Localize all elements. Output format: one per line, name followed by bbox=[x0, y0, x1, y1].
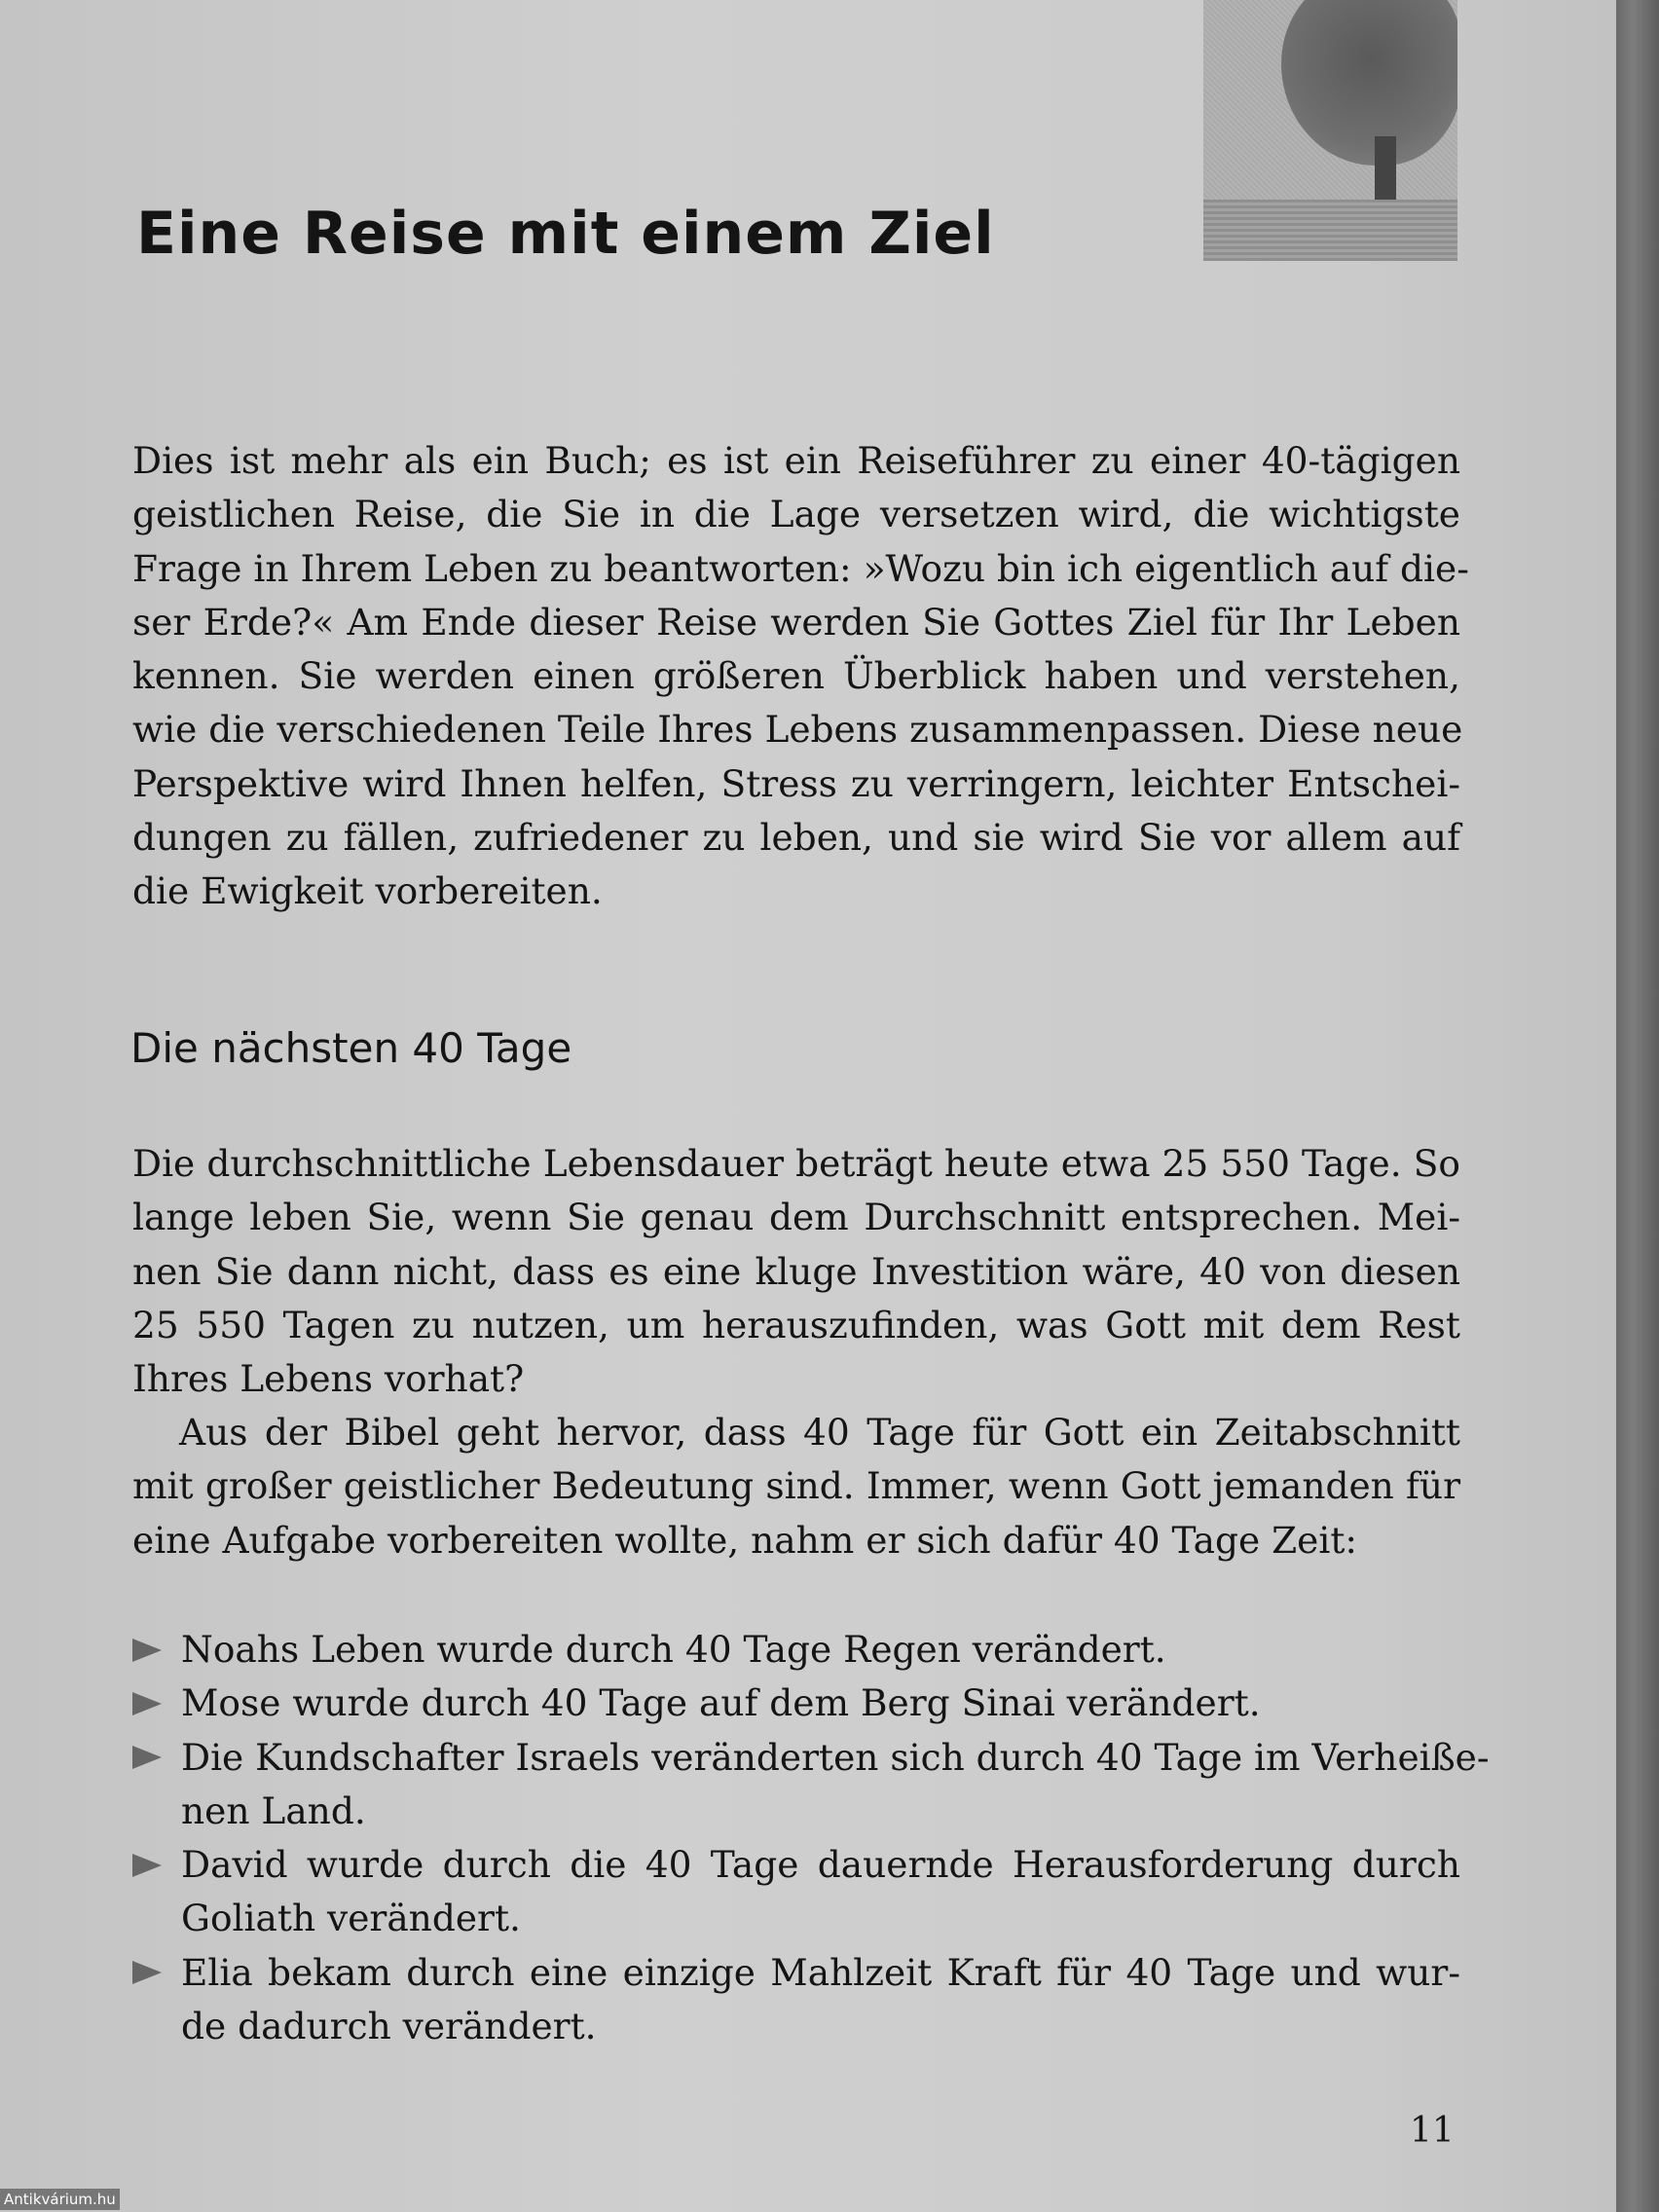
section-heading: Die nächsten 40 Tage bbox=[130, 1024, 572, 1072]
text-line: dungen zu fällen, zufriedener zu leben, und sie wird Sie vor allem auf bbox=[132, 816, 1460, 860]
page-number: 11 bbox=[1410, 2111, 1455, 2151]
text-line: wie die verschiedenen Teile Ihres Lebens zusammenpassen. Diese neue bbox=[132, 708, 1463, 752]
text-line: David wurde durch die 40 Tage dauernde Herausforderung durch bbox=[181, 1843, 1460, 1887]
triangle-bullet-icon bbox=[132, 1677, 181, 1730]
book-spine-edge bbox=[1616, 0, 1659, 2212]
text-line: geistlichen Reise, die Sie in die Lage versetzen wird, die wichtigste bbox=[132, 493, 1460, 536]
text-line: Goliath verändert. bbox=[181, 1897, 521, 1940]
text-line: lange leben Sie, wenn Sie genau dem Durchschnitt entsprechen. Mei- bbox=[132, 1196, 1460, 1239]
triangle-bullet-icon bbox=[132, 1838, 181, 1892]
text-line: Aus der Bibel geht hervor, dass 40 Tage für Gott ein Zeitabschnitt bbox=[179, 1411, 1460, 1454]
text-line: de dadurch verändert. bbox=[181, 2005, 597, 2048]
page-title: Eine Reise mit einem Ziel bbox=[136, 200, 995, 268]
text-line: Perspektive wird Ihnen helfen, Stress zu verringern, leichter Entschei- bbox=[132, 761, 1460, 805]
triangle-bullet-icon bbox=[132, 1623, 181, 1677]
triangle-bullet-icon bbox=[132, 1946, 181, 2000]
text-line: nen Sie dann nicht, dass es eine kluge Investition wäre, 40 von diesen bbox=[132, 1249, 1460, 1293]
bullet-list bbox=[132, 1623, 1490, 2053]
list-item bbox=[132, 1731, 1490, 1839]
text-line: Dies ist mehr als ein Buch; es ist ein Reiseführer zu einer 40-tägigen bbox=[132, 439, 1460, 482]
text-line: 25 550 Tagen zu nutzen, um herauszufinden, was Gott mit dem Rest bbox=[132, 1303, 1460, 1346]
intro-paragraph bbox=[132, 434, 1469, 919]
text-line: Elia bekam durch eine einzige Mahlzeit Kraft für 40 Tage und wur- bbox=[181, 1950, 1460, 1994]
text-line: kennen. Sie werden einen größeren Überblick haben und verstehen, bbox=[132, 654, 1460, 698]
list-item bbox=[132, 1623, 1460, 1677]
text-line: Die durchschnittliche Lebensdauer beträgt heute etwa 25 550 Tage. So bbox=[132, 1142, 1460, 1185]
text-line: mit großer geistlicher Bedeutung sind. Immer, wenn Gott jemanden für bbox=[132, 1464, 1460, 1508]
list-item bbox=[132, 1946, 1460, 2054]
watermark: Antikvárium.hu bbox=[0, 2189, 120, 2210]
text-line: Frage in Ihrem Leben zu beantworten: »Wozu bin ich eigentlich auf die- bbox=[132, 546, 1469, 590]
tree-photo bbox=[1203, 0, 1457, 261]
paragraph-lifespan bbox=[132, 1137, 1460, 1406]
text-line: nen Land. bbox=[181, 1788, 366, 1832]
text-line: Ihres Lebens vorhat? bbox=[132, 1357, 525, 1401]
text-line: Noahs Leben wurde durch 40 Tage Regen verändert. bbox=[181, 1628, 1166, 1671]
text-line: Die Kundschafter Israels veränderten sich durch 40 Tage im Verheiße- bbox=[181, 1735, 1490, 1779]
list-item bbox=[132, 1677, 1460, 1730]
text-line: ser Erde?« Am Ende dieser Reise werden Sie Gottes Ziel für Ihr Leben bbox=[132, 600, 1460, 644]
text-line: die Ewigkeit vorbereiten. bbox=[132, 869, 603, 913]
triangle-bullet-icon bbox=[132, 1731, 181, 1785]
text-line: Mose wurde durch 40 Tage auf dem Berg Sinai verändert. bbox=[181, 1681, 1261, 1725]
list-item bbox=[132, 1838, 1460, 1946]
paragraph-bible bbox=[132, 1406, 1460, 1567]
text-line: eine Aufgabe vorbereiten wollte, nahm er sich dafür 40 Tage Zeit: bbox=[132, 1518, 1358, 1562]
